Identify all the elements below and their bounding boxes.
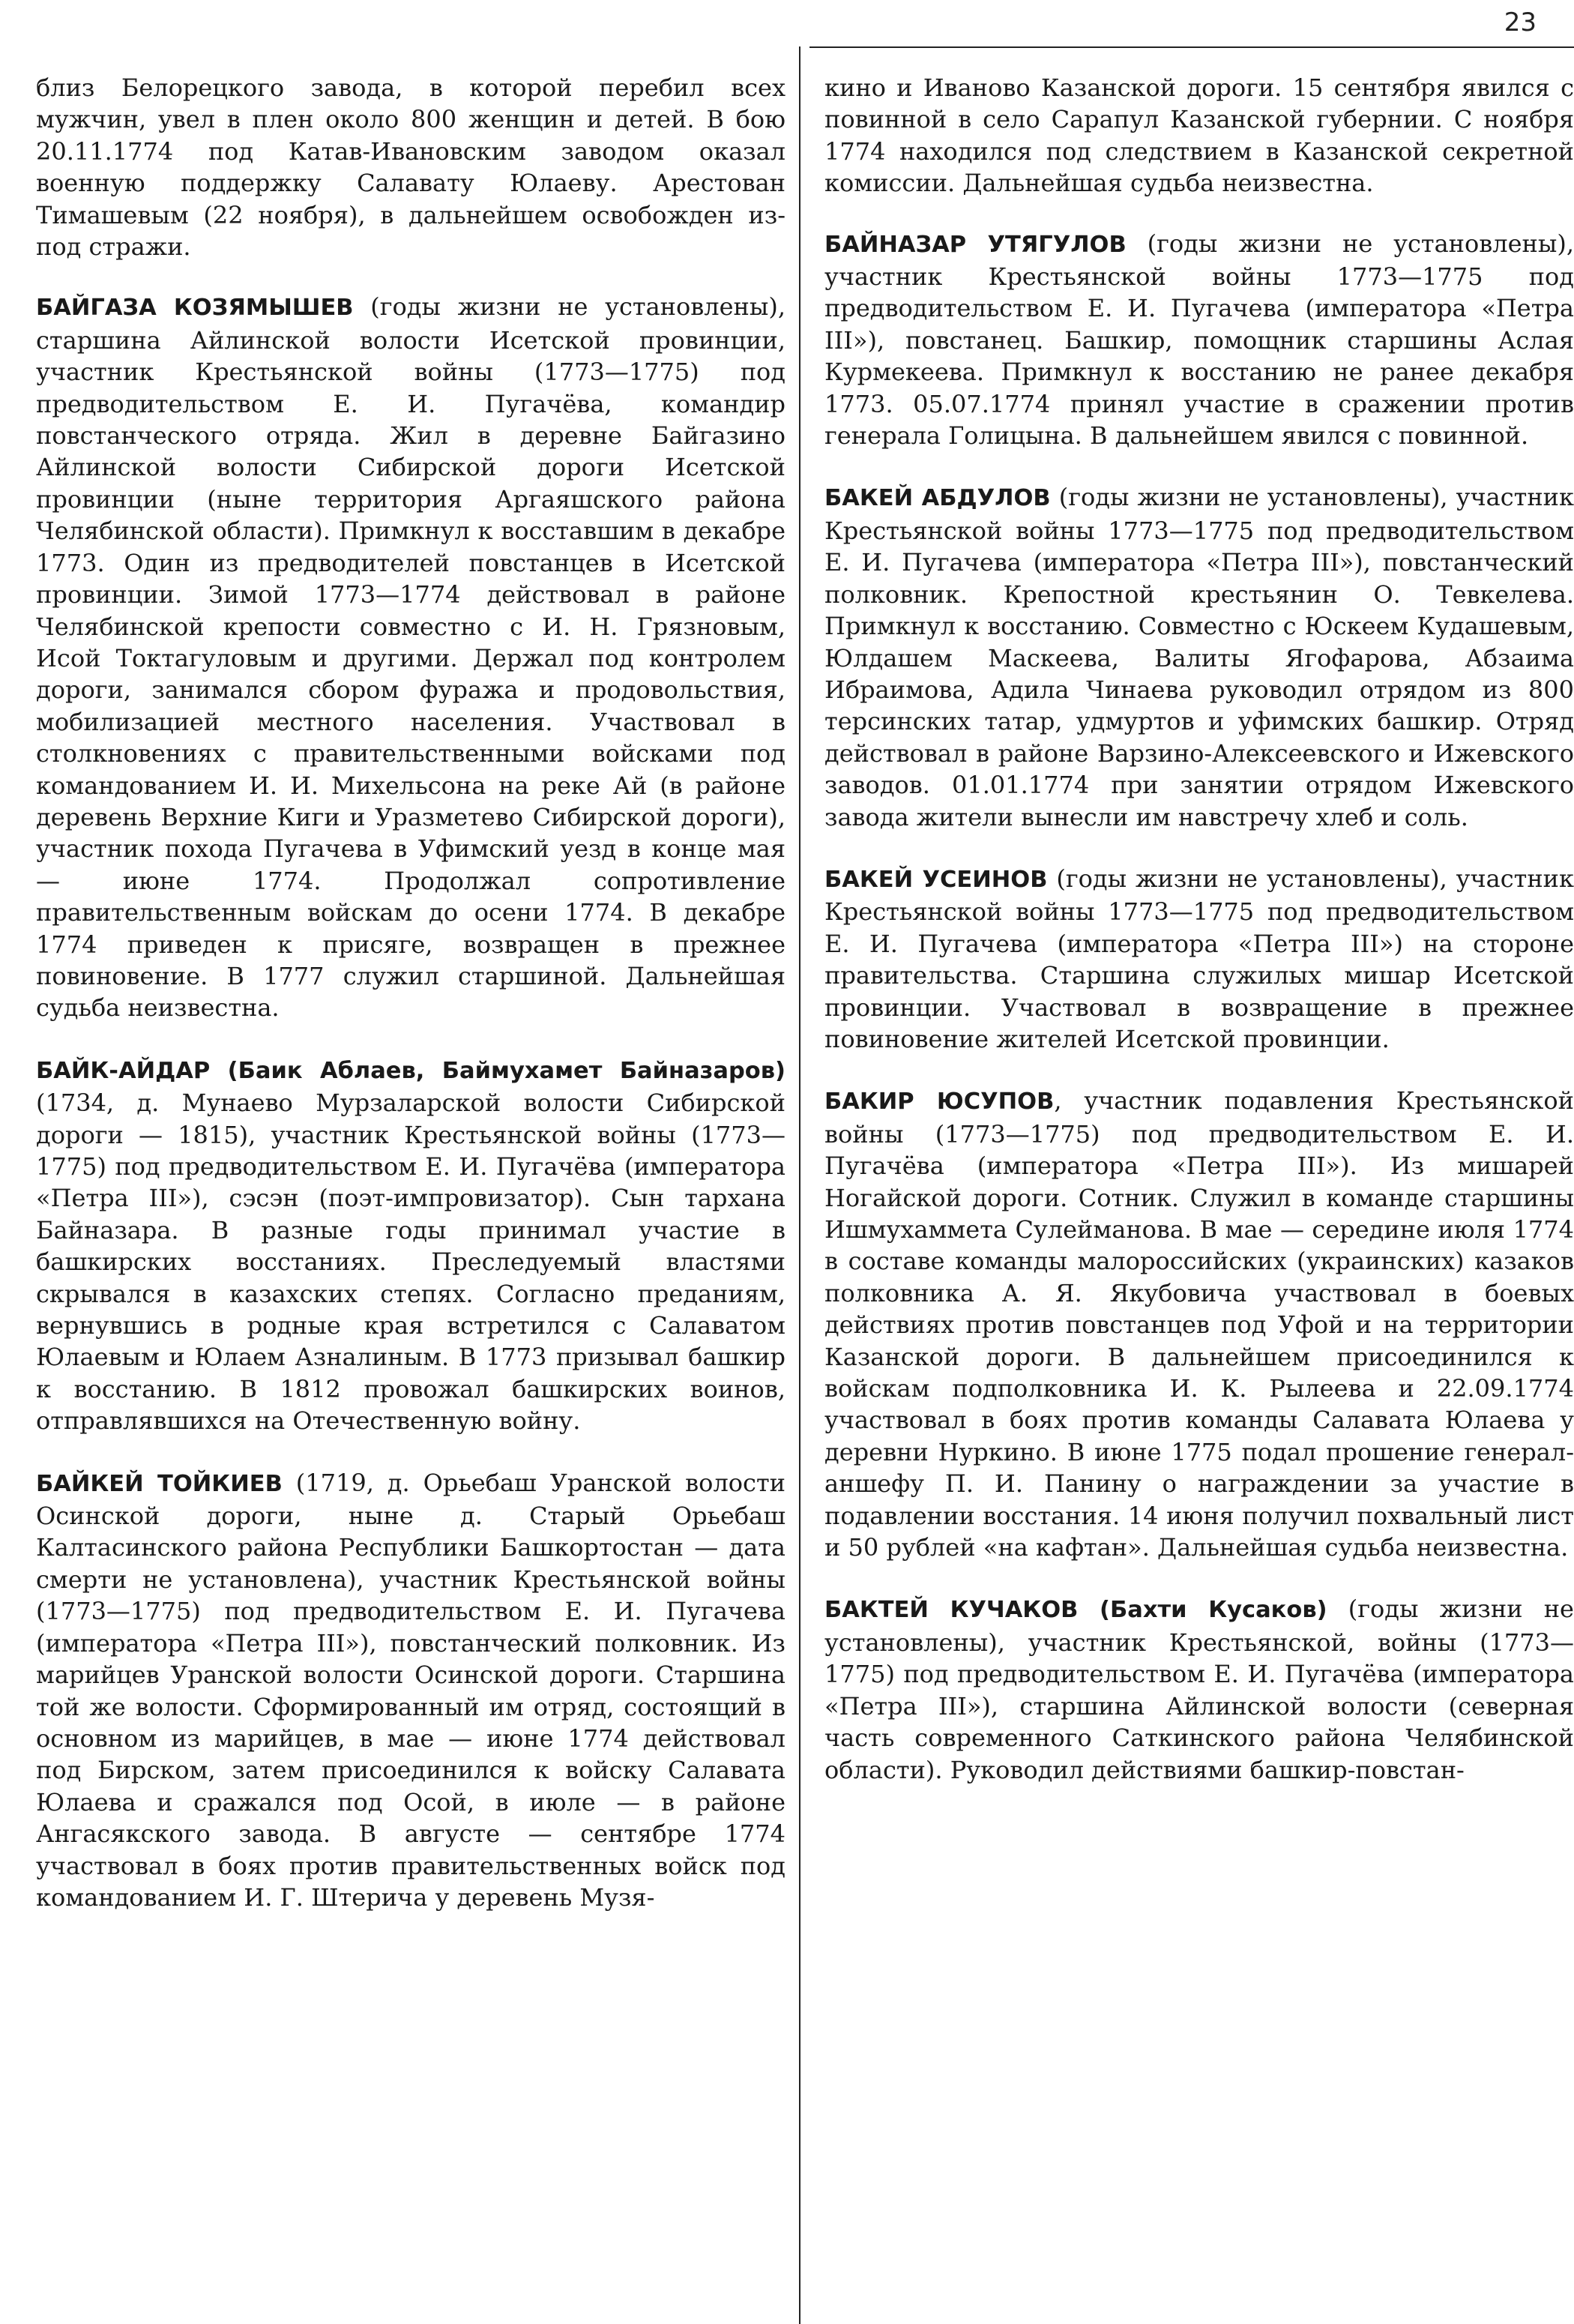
entry-body: (годы жизни не установлены), участник Крестьянской, войны (1773—1775) под предводительством Е. И. Пугачёва (императора «Петра III»), старшина Айлинской волости (северная часть современного Саткинского района Челябинской области). Руководил действиями башкир-повстан- [824,1595,1574,1784]
entry-bakir-yusupov [824,1085,1574,1563]
left-column [36,72,786,1943]
entry-alias: (Баик Аблаев, Баймухамет Байназаров) [210,1057,786,1084]
entry-baktei-kuchakov [824,1593,1574,1785]
entry-headword: БАКЕЙ УСЕИНОВ [824,866,1048,893]
entry-headword: БАКИР ЮСУПОВ [824,1089,1055,1116]
header-rule [809,46,1574,48]
entry-headword: БАЙК-АЙДАР [36,1057,211,1084]
entry-body: (годы жизни не установлены), участник Крестьянской войны 1773—1775 под предводительством Е. И. Пугачева (императора «Петра III») на стороне правительства. Старшина служилых мишар Исетской провинции. Участвовал в возвращение в прежнее повиновение жителей Исетской провинции. [824,864,1574,1053]
entry-body: (годы жизни не установлены), участник Крестьянской войны 1773—1775 под предводительством Е. И. Пугачева (императора «Петра III»), повстанческий полковник. Крепостной крестьянин О. Тевкелева. Примкнул к восстанию. Совместно с Юскеем Кудашевым, Юлдашем Маскеева, Валиты Ягофарова, Абзаима Ибраимова, Адила Чинаева руководил отрядом из 800 терсинских татар, удмуртов и уфимских башкир. Отряд действовал в районе Варзино-Алексеевского и Ижевского заводов. 01.01.1774 при занятии отрядом Ижевского завода жители вынесли им навстречу хлеб и соль. [824,483,1574,831]
continuation-text: близ Белорецкого завода, в которой перебил всех мужчин, увел в плен около 800 женщин и детей. В бою 20.11.1774 под Катав-Ивановским заводом оказал военную поддержку Салавату Юлаеву. Арестован Тимашевым (22 ноября), в дальнейшем освобожден из-под стражи. [36,73,786,262]
entry-body: , участник подавления Крестьянской войны (1773—1775) под предводительством Е. И. Пугачёва (императора «Петра III»). Из мишарей Ногайской дороги. Сотник. Служил в команде старшины Ишмухаммета Сулейманова. В мае — середине июля 1774 в составе команды малороссийских (украинских) казаков полковника А. Я. Якубовича участвовал в боевых действиях против повстанцев под Уфой и на территории Казанской дороги. В дальнейшем присоединился к войскам подполковника И. К. Рылеева и 22.09.1774 участвовал в боях против команды Салавата Юлаева у деревни Нуркино. В июне 1775 подал прошение генерал-аншефу П. И. Панину о награждении за участие в подавлении восстания. 14 июня получил похвальный лист и 50 рублей «на кафтан». Дальнейшая судьба неизвестна. [824,1086,1574,1562]
continuation-text: кино и Иваново Казанской дороги. 15 сентября явился с повинной в село Сарапул Казанской губернии. С ноября 1774 находился под следствием в Казанской секретной комиссии. Дальнейшая судьба неизвестна. [824,73,1574,198]
entry-body: (годы жизни не установлены), участник Крестьянской войны 1773—1775 под предводительством Е. И. Пугачева (императора «Петра III»), повстанец. Башкир, помощник старшины Аслая Курмекеева. Примкнул к восстанию не ранее декабря 1773. 05.07.1774 принял участие в сражении против генерала Голицына. В дальнейшем явился с повинной. [824,229,1574,451]
column-divider [799,46,800,2324]
entry-headword: БАЙКЕЙ ТОЙКИЕВ [36,1470,283,1497]
page-number: 23 [1504,7,1537,37]
right-column [824,72,1574,1816]
entry-bakei-useinov [824,863,1574,1055]
entry-headword: БАКТЕЙ КУЧАКОВ [824,1597,1079,1624]
entry-baigaza-kozyamyshev [36,291,786,1023]
entry-body: (1734, д. Мунаево Мурзаларской волости Сибирской дороги — 1815), участник Крестьянской войны (1773—1775) под предводительством Е. И. Пугачёва (императора «Петра III»), сэсэн (поэт-импровизатор). Сын тархана Байназара. В разные годы принимал участие в башкирских восстаниях. Преследуемый властями скрывался в казахских степях. Согласно преданиям, вернувшись в родные края встретился с Салаватом Юлаевым и Юлаем Азналиным. В 1773 призывал башкир к восстанию. В 1812 провожал башкирских воинов, отправлявшихся на Отечественную войну. [36,1089,786,1436]
entry-baikei-toikiev [36,1467,786,1914]
entry-headword: БАЙГАЗА КОЗЯМЫШЕВ [36,295,354,322]
entry-body: (годы жизни не установлены), старшина Айлинской волости Исетской провинции, участник Крестьянской войны (1773—1775) под предводительством Е. И. Пугачёва, командир повстанческого отряда. Жил в деревне Байгазино Айлинской волости Сибирской дороги Исетской провинции (ныне территория Аргаяшского района Челябинской области). Примкнул к восставшим в декабре 1773. Один из предводителей повстанцев в Исетской провинции. Зимой 1773—1774 действовал в районе Челябинской крепости совместно с И. Н. Грязновым, Исой Токтагуловым и другими. Держал под контролем дороги, занимался сбором фуража и продовольствия, мобилизацией местного населения. Участвовал в столкновениях с правительственными войсками под командованием И. И. Михельсона на реке Ай (в районе деревень Верхние Киги и Уразметево Сибирской дороги), участник похода Пугачева в Уфимский уезд в конце мая — июне 1774. Продолжал сопротивление правительственным войскам до осени 1774. В декабре 1774 приведен к присяге, возвращен в прежнее повиновение. В 1777 служил старшиной. Дальнейшая судьба неизвестна. [36,292,786,1023]
entry-bakei-abdulov [824,481,1574,832]
entry-body: (1719, д. Орьебаш Уранской волости Осинской дороги, ныне д. Старый Орьебаш Калтасинского района Республики Башкортостан — дата смерти не установлена), участник Крестьянской войны (1773—1775) под предводительством Е. И. Пугачева (императора «Петра III»), повстанческий полковник. Из марийцев Уранской волости Осинской дороги. Старшина той же волости. Сформированный им отряд, состоящий в основном из марийцев, в мае — июне 1774 действовал под Бирском, затем присоединился к войску Салавата Юлаева и сражался под Осой, в июле — в районе Ангасякского завода. В августе — сентябре 1774 участвовал в боях против правительственных войск под командованием И. Г. Штерича у деревень Музя- [36,1468,786,1912]
entry-headword: БАКЕЙ АБДУЛОВ [824,485,1051,512]
entry-bainazar-utyagulov [824,228,1574,452]
entry-alias: (Бахти Кусаков) [1078,1597,1327,1624]
entry-baik-aidar [36,1054,786,1437]
entry-headword: БАЙНАЗАР УТЯГУЛОВ [824,231,1127,258]
